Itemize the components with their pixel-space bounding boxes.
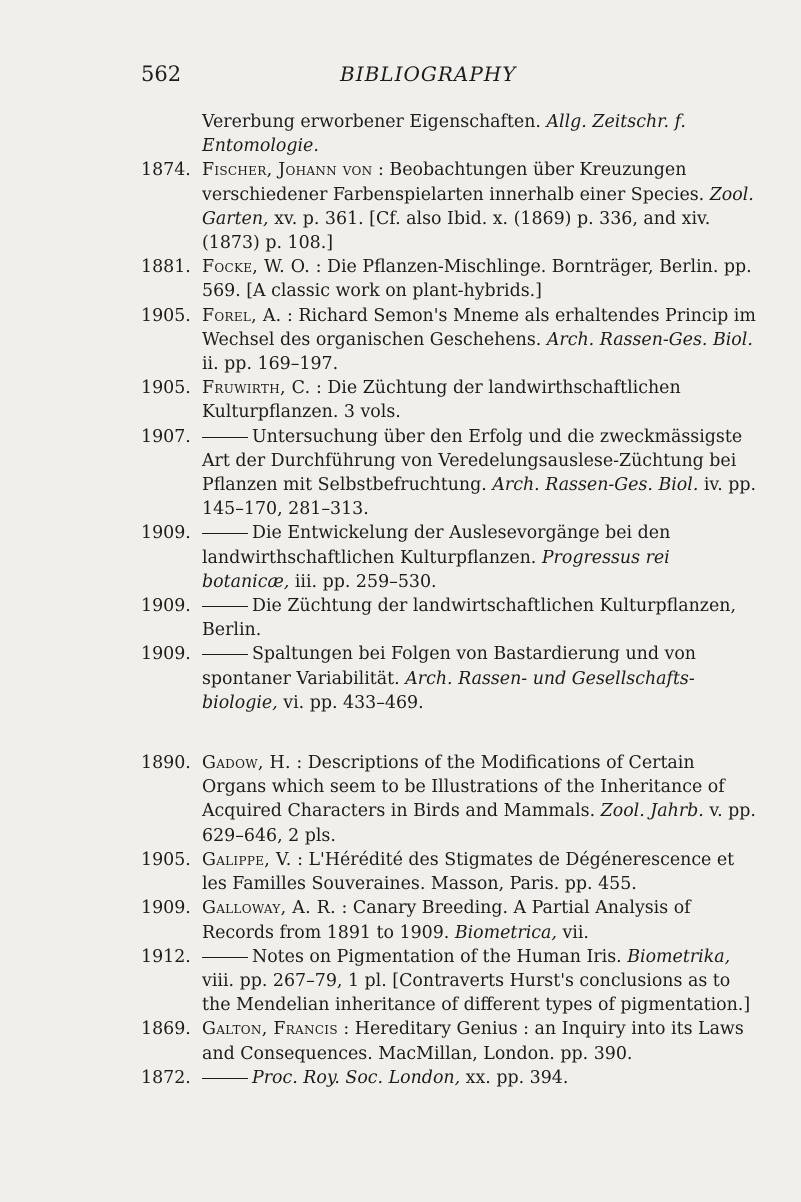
bibliography-entry: [141, 945, 761, 1018]
entry-text: [202, 896, 761, 944]
entry-journal: Biometrika,: [627, 946, 731, 967]
entry-text: [202, 304, 761, 377]
entry-year: 1909.: [141, 596, 191, 617]
entry-title: : Die Züchtung der landwirthschaftlichen Kulturpflanzen. 3 vols.: [202, 378, 681, 423]
entry-text: [202, 751, 761, 848]
entry-year: 1872.: [141, 1067, 191, 1088]
bibliography-entry: [141, 521, 761, 594]
entry-year: 1881.: [141, 257, 191, 278]
entry-title: : Descriptions of the Modifications of Certain Organs which seem to be Illustrations of the Inheritance of Acquired Characters in Birds and Mammals.: [202, 753, 725, 822]
entry-text: [202, 594, 761, 642]
bibliography-entry: [141, 1066, 761, 1090]
ditto-dash: [202, 533, 248, 534]
entry-details: iii. pp. 259–530.: [289, 571, 437, 592]
entry-text: [202, 1017, 761, 1065]
entry-journal: Progressus rei botanicæ,: [202, 547, 670, 592]
entry-details: vi. pp. 433–469.: [277, 692, 424, 713]
entry-year: 1909.: [141, 644, 191, 665]
bibliography-entry: [141, 376, 761, 424]
entry-year: 1890.: [141, 753, 191, 774]
running-head: BIBLIOGRAPHY: [340, 62, 517, 86]
entry-journal: Arch. Rassen- und Gesellschafts-biologie,: [202, 668, 695, 713]
entry-title: : Hereditary Genius : an Inquiry into its Laws and Consequences. MacMillan, London. pp. 390.: [202, 1019, 744, 1064]
entry-details: ii. pp. 169–197.: [202, 354, 339, 375]
entry-title: Die Züchtung der landwirtschaftlichen Kulturpflanzen, Berlin.: [202, 596, 736, 641]
entry-details: v. pp. 629–646, 2 pls.: [202, 801, 756, 846]
entry-text: [202, 255, 761, 303]
entry-text: [202, 848, 761, 896]
entry-year: 1909.: [141, 523, 191, 544]
entry-details: xv. p. 361. [Cf. also Ibid. x. (1869) p. 336, and xiv. (1873) p. 108.]: [202, 208, 711, 254]
bibliography-entry: [141, 751, 761, 848]
bibliography-entry: [141, 158, 761, 255]
entry-details: iv. pp. 145–170, 281–313.: [202, 475, 757, 520]
entry-author: Galloway, A. R.: [202, 898, 336, 919]
entry-journal: Zool. Garten,: [202, 184, 754, 229]
ditto-dash: [202, 1078, 248, 1079]
entry-author: Galippe, V.: [202, 849, 292, 870]
bibliography-entry: [141, 594, 761, 642]
entry-year: 1874.: [141, 160, 191, 181]
bibliography-entry: [141, 425, 761, 522]
entry-year: 1907.: [141, 426, 191, 447]
entry-author: Fischer, Johann von: [202, 160, 373, 181]
bibliography-entry: [141, 255, 761, 303]
entry-year: 1905.: [141, 378, 191, 399]
entry-text: [202, 521, 761, 594]
entry-title: : Die Pflanzen-Mischlinge. Bornträger, Berlin. pp. 569. [A classic work on plant-hybrids.]: [202, 257, 752, 302]
entry-title: Notes on Pigmentation of the Human Iris.: [252, 946, 628, 967]
entry-title: Untersuchung über den Erfolg und die zweckmässigste Art der Durchführung von Veredelungsauslese-Züchtung bei Pflanzen mit Selbstbefruchtung.: [202, 426, 743, 496]
entry-journal: Arch. Rassen-Ges. Biol.: [492, 475, 699, 496]
ditto-dash: [202, 437, 248, 438]
bibliography-list: [141, 110, 761, 1090]
ditto-dash: [202, 606, 248, 607]
entry-author: Fruwirth, C.: [202, 378, 311, 399]
entry-details: xx. pp. 394.: [460, 1067, 569, 1088]
entry-author: Focke, W. O.: [202, 257, 311, 278]
entry-author: Forel, A.: [202, 305, 282, 326]
ditto-dash: [202, 654, 248, 655]
entry-title: Spaltungen bei Folgen von Bastardierung und von spontaner Variabilität.: [202, 644, 697, 689]
section-gap: [141, 715, 761, 751]
entry-title: Die Entwickelung der Auslesevorgänge bei den landwirthschaftlichen Kulturpflanzen.: [202, 523, 671, 568]
bibliography-entry: [141, 896, 761, 944]
entry-text: [202, 1066, 761, 1090]
entry-text: [202, 642, 761, 715]
entry-journal: Arch. Rassen-Ges. Biol.: [546, 329, 753, 350]
entry-year: 1905.: [141, 305, 191, 326]
entry-text: [202, 158, 761, 255]
entry-year: 1869.: [141, 1019, 191, 1040]
bibliography-entry: [141, 1017, 761, 1065]
entry-details: vii.: [556, 922, 589, 943]
entry-year: 1909.: [141, 898, 191, 919]
entry-text: [202, 110, 761, 158]
entry-year: 1912.: [141, 946, 191, 967]
entry-text: [202, 945, 761, 1018]
entry-title: Vererbung erworbener Eigenschaften.: [202, 112, 547, 132]
entry-title: : Beobachtungen über Kreuzungen verschiedener Farbenspielarten innerhalb einer Species.: [202, 160, 710, 205]
entry-journal: Biometrica,: [454, 922, 557, 943]
entry-title: : L'Hérédité des Stigmates de Dégénerescence et les Familles Souveraines. Masson, Paris. pp. 455.: [202, 849, 735, 895]
bibliography-entry: [141, 642, 761, 715]
entry-details: viii. pp. 267–79, 1 pl. [Contraverts Hurst's conclusions as to the Mendelian inheritance of different types of pigmentation.]: [202, 970, 751, 1016]
entry-text: [202, 425, 761, 522]
bibliography-entry: [141, 848, 761, 896]
entry-text: [202, 376, 761, 424]
bibliography-entry: [141, 110, 761, 158]
entry-year: [141, 110, 202, 158]
entry-year: 1905.: [141, 849, 191, 870]
entry-author: Gadow, H.: [202, 753, 291, 774]
page-number: 562: [141, 62, 182, 86]
entry-title: : Richard Semon's Mneme als erhaltendes Princip im Wechsel des organischen Geschehens.: [202, 305, 756, 350]
entry-journal: Zool. Jahrb.: [600, 801, 704, 822]
entry-journal: Proc. Roy. Soc. London,: [252, 1067, 461, 1088]
entry-journal: Allg. Zeitschr. f. Entomologie.: [202, 112, 686, 157]
bibliography-entry: [141, 304, 761, 377]
entry-author: Galton, Francis: [202, 1019, 338, 1040]
ditto-dash: [202, 957, 248, 958]
entry-title: : Canary Breeding. A Partial Analysis of Records from 1891 to 1909.: [202, 898, 691, 943]
